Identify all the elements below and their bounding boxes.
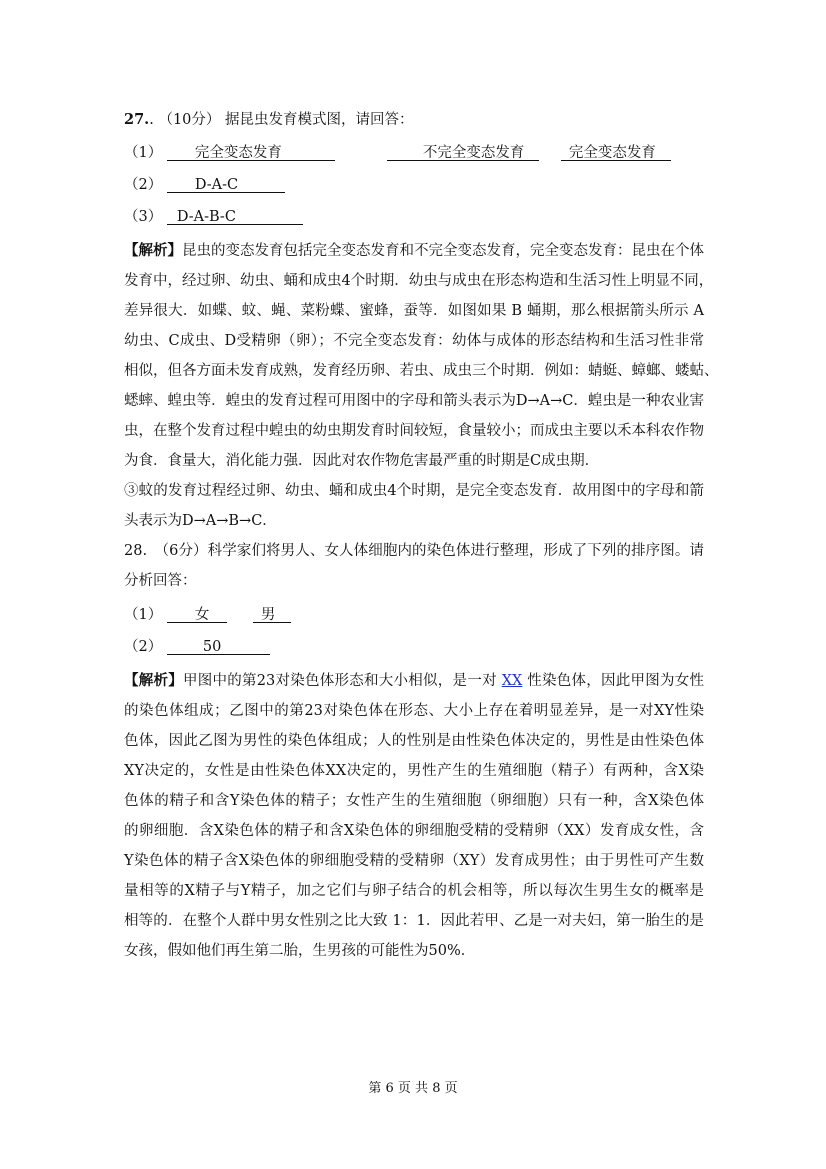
q28-ans1-value-b: 男 xyxy=(260,607,276,623)
q28-analysis-line xyxy=(124,671,704,691)
q27-score: （10分） xyxy=(158,112,221,128)
q28-analysis-line: 的染色体组成；乙图中的第23对染色体在形态、大小上存在着明显差异，是一对XY性染 xyxy=(124,703,704,719)
q28-intro-line: 28. （6分）科学家们将男人、女人体细胞内的染色体进行整理，形成了下列的排序图。请 xyxy=(124,543,704,559)
q27-analysis-line: 头表示为D→A→B→C． xyxy=(124,513,277,529)
q27-prompt: 据昆虫发育模式图，请回答： xyxy=(225,112,414,128)
q27-analysis-text: 昆虫的变态发育包括完全变态发育和不完全变态发育，完全变态发育：昆虫在个体 xyxy=(182,243,704,259)
page-footer: 第 6 页 共 8 页 xyxy=(368,1081,458,1096)
q27-analysis-line: 虫，在整个发育过程中蝗虫的幼虫期发育时间较短，食量较小；而成虫主要以禾本科农作物 xyxy=(124,423,704,439)
q28-analysis-line: 女孩，假如他们再生第二胎，生男孩的可能性为50%． xyxy=(124,943,476,959)
q27-ans1-blank-a xyxy=(167,143,335,161)
q27-analysis-line: 幼虫、C成虫、D受精卵（卵）；不完全变态发育：幼体与成体的形态结构和生活习性非常 xyxy=(124,333,704,349)
q27-ans3-blank xyxy=(167,207,303,225)
q28-ans2-value: 50 xyxy=(202,639,222,655)
q27-analysis-line xyxy=(124,241,704,261)
q28-analysis-line: 色体，因此乙图为男性的染色体组成；人的性别是由性染色体决定的，男性是由性染色体 xyxy=(124,733,704,749)
q28-ans1-value-a: 女 xyxy=(194,607,210,623)
q28-analysis-text: 甲图中的第23对染色体形态和大小相似，是一对 xyxy=(183,673,502,689)
q28-analysis-line: 色体的精子和含Y染色体的精子；女性产生的生殖细胞（卵细胞）只有一种，含X染色体 xyxy=(124,793,704,809)
q27-answer-3 xyxy=(124,207,704,227)
q27-answer-2 xyxy=(124,175,704,195)
q27-ans1-value-b: 不完全变态发育 xyxy=(422,145,525,161)
q28-answer-2 xyxy=(124,637,704,657)
q27-ans3-label: （3） xyxy=(124,209,163,225)
q27-analysis-line: 发育中，经过卵、幼虫、蛹和成虫4个时期．幼虫与成虫在形态构造和生活习性上明显不同， xyxy=(124,273,714,289)
q27-ans1-value-c: 完全变态发育 xyxy=(568,145,656,161)
q28-analysis-line: Y染色体的精子含X染色体的卵细胞受精的受精卵（XY）发育成男性；由于男性可产生数 xyxy=(124,853,704,869)
q27-analysis-line: 相似，但各方面未发育成熟，发育经历卵、若虫、成虫三个时期．例如：蜻蜓、蟑螂、蝼蛄、 xyxy=(124,363,719,379)
q27-ans3-value: D-A-B-C xyxy=(176,209,236,225)
q27-analysis-line: ③蚊的发育过程经过卵、幼虫、蛹和成虫4个时期，是完全变态发育．故用图中的字母和箭 xyxy=(124,483,704,499)
q28-ans2-blank xyxy=(167,637,270,655)
q27-analysis-line: 为食．食量大，消化能力强．因此对农作物危害最严重的时期是C成虫期． xyxy=(124,453,600,469)
q27-ans2-label: （2） xyxy=(124,177,163,193)
q27-header xyxy=(124,110,704,130)
xx-link[interactable]: XX xyxy=(501,673,523,689)
q27-dot: . xyxy=(149,112,154,128)
q28-answer-1 xyxy=(124,605,704,625)
q27-analysis-line: 蟋蟀、蝗虫等．蝗虫的发育过程可用图中的字母和箭头表示为D→A→C．蝗虫是一种农业害 xyxy=(124,393,704,409)
q27-ans1-blank-b xyxy=(387,143,539,161)
q28-ans1-blank-a xyxy=(167,605,227,623)
q28-analysis-text: 性染色体，因此甲图为女性 xyxy=(522,673,705,689)
q28-analysis-tag: 【解析】 xyxy=(124,672,184,689)
q28-intro-line: 分析回答： xyxy=(124,573,197,589)
q28-ans2-label: （2） xyxy=(124,639,163,655)
q27-analysis-tag: 【解析】 xyxy=(124,242,182,259)
q27-ans1-value-a: 完全变态发育 xyxy=(194,145,282,161)
q28-analysis-line: 的卵细胞．含X染色体的精子和含X染色体的卵细胞受精的受精卵（XX）发育成女性，含 xyxy=(124,823,704,839)
q27-ans2-value: D-A-C xyxy=(194,177,239,193)
q27-ans1-blank-c xyxy=(561,143,671,161)
q28-ans1-label: （1） xyxy=(124,607,163,623)
q28-ans1-blank-b xyxy=(253,605,291,623)
q28-analysis-line: 相等的．在整个人群中男女性别之比大致 1：1．因此若甲、乙是一对夫妇，第一胎生的是 xyxy=(124,913,704,929)
q27-answer-1 xyxy=(124,143,704,163)
q27-number: 27. xyxy=(124,111,150,128)
q27-analysis-line: 差异很大．如蝶、蚊、蝇、菜粉蝶、蜜蜂，蚕等．如图如果 B 蛹期，那么根据箭头所示 A xyxy=(124,303,704,319)
q28-analysis-line: XY决定的，女性是由性染色体XX决定的，男性产生的生殖细胞（精子）有两种，含X染 xyxy=(124,763,704,779)
q28-analysis-line: 量相等的X精子与Y精子，加之它们与卵子结合的机会相等，所以每次生男生女的概率是 xyxy=(124,883,704,899)
q27-ans2-blank xyxy=(167,175,285,193)
q27-ans1-label: （1） xyxy=(124,145,163,161)
